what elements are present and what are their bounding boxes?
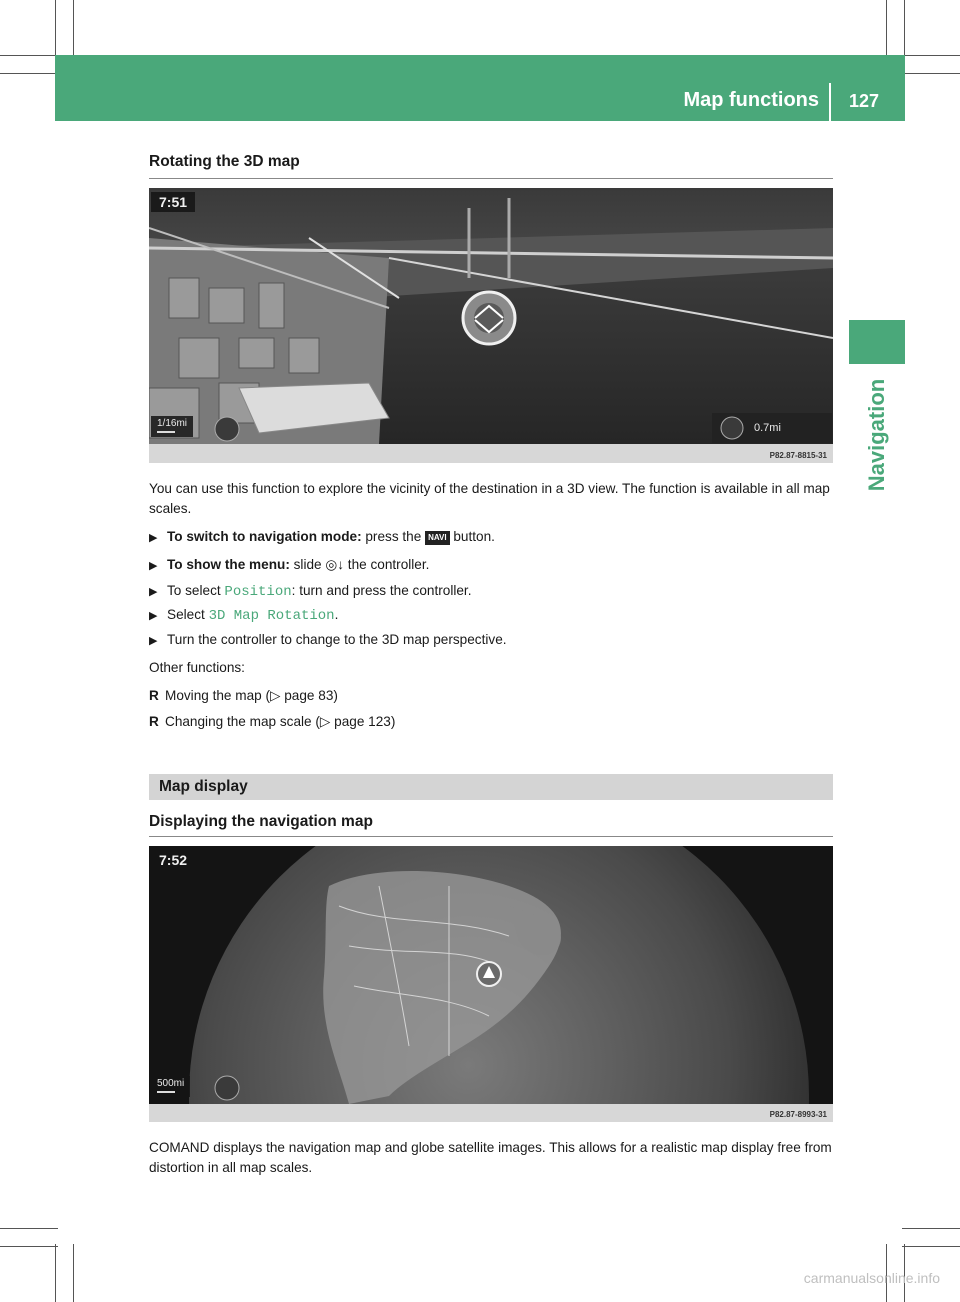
globe-map-image <box>149 846 833 1104</box>
rotating-heading: Rotating the 3D map <box>149 153 300 170</box>
crop-mark <box>0 1246 58 1247</box>
crop-mark <box>904 0 905 58</box>
step-arrow-icon: ▶ <box>149 610 158 622</box>
map-screen-globe <box>149 846 833 1104</box>
header-separator <box>829 83 831 121</box>
bullet-icon: R <box>149 714 159 729</box>
clock-display: 7:51 <box>151 192 195 212</box>
step-text: the controller. <box>344 557 430 572</box>
section-title: Map display <box>159 778 248 795</box>
step-text: Turn the controller to change to the 3D map perspective. <box>167 632 507 647</box>
step-text: press the <box>361 529 426 544</box>
distance-readout: 0.7mi <box>754 422 781 434</box>
bullet-icon: R <box>149 688 159 703</box>
map-scale-value: 1/16mi <box>157 418 188 429</box>
scale-bar <box>157 431 175 433</box>
figure-globe-map <box>149 846 833 1122</box>
step-text: : turn and press the controller. <box>291 583 472 598</box>
step-text: Select <box>167 607 209 622</box>
scale-bar <box>157 1091 175 1093</box>
step-arrow-icon: ▶ <box>149 560 158 572</box>
figure-code: P82.87-8993-31 <box>769 1110 827 1119</box>
step-arrow-icon: ▶ <box>149 586 158 598</box>
crop-mark <box>0 73 58 74</box>
map-scale <box>151 416 193 437</box>
bullet-text: Changing the map scale (▷ page 123) <box>165 714 396 729</box>
step-text: button. <box>449 529 495 544</box>
header-section-title: Map functions <box>683 89 819 111</box>
map-display-subheading: Displaying the navigation map <box>149 813 373 830</box>
crop-mark <box>902 55 960 56</box>
chapter-tab-label: Navigation <box>864 378 889 492</box>
crop-mark <box>73 1244 74 1302</box>
crop-mark <box>73 0 74 58</box>
step-show-menu <box>149 555 429 576</box>
step-arrow-icon: ▶ <box>149 635 158 647</box>
map-display-description: COMAND displays the navigation map and globe satellite images. This allows for a realistic map display free from distortion in all map scales. <box>149 1140 832 1175</box>
other-functions-label: Other functions: <box>149 660 245 675</box>
map-screen-3d <box>149 188 833 444</box>
map-scale <box>151 1076 190 1097</box>
map-3d-image <box>149 188 833 444</box>
step-turn-controller <box>149 630 507 651</box>
list-item <box>149 712 395 732</box>
crop-mark <box>55 0 56 58</box>
controller-slide-icon: ◎↓ <box>325 557 345 572</box>
crop-mark <box>55 1244 56 1302</box>
chapter-tab-marker <box>849 320 905 364</box>
section-header-bar <box>149 774 833 800</box>
list-item <box>149 686 338 706</box>
heading-rule <box>149 836 833 837</box>
page-header <box>55 55 905 121</box>
step-switch-navigation <box>149 527 495 548</box>
step-bold: To switch to navigation mode: <box>167 529 362 544</box>
figure-code: P82.87-8815-31 <box>769 451 827 460</box>
map-scale-value: 500mi <box>157 1078 185 1089</box>
heading-rule <box>149 178 833 179</box>
navi-key-icon: NAVI <box>425 531 450 545</box>
step-arrow-icon: ▶ <box>149 532 158 544</box>
crop-mark <box>902 1228 960 1229</box>
step-bold: To show the menu: <box>167 557 290 572</box>
bullet-text: Moving the map (▷ page 83) <box>165 688 338 703</box>
crop-mark <box>902 1246 960 1247</box>
step-text: To select <box>167 583 225 598</box>
crop-mark <box>0 1228 58 1229</box>
crop-mark <box>886 0 887 58</box>
figure-3d-map <box>149 188 833 463</box>
step-text: slide <box>289 557 326 572</box>
page-number: 127 <box>848 91 879 111</box>
step-text: . <box>334 607 339 622</box>
crop-mark <box>902 73 960 74</box>
rotating-intro: You can use this function to explore the vicinity of the destination in a 3D view. The function is available in all map scales. <box>149 481 830 516</box>
clock-display: 7:52 <box>151 850 195 870</box>
step-select-position <box>149 581 471 602</box>
footer-watermark: carmanualsonline.info <box>803 1270 940 1286</box>
menu-item-3d-map-rotation: 3D Map Rotation <box>208 608 335 624</box>
menu-item-position: Position <box>224 584 292 600</box>
crop-mark <box>0 55 58 56</box>
step-select-rotation <box>149 605 338 626</box>
